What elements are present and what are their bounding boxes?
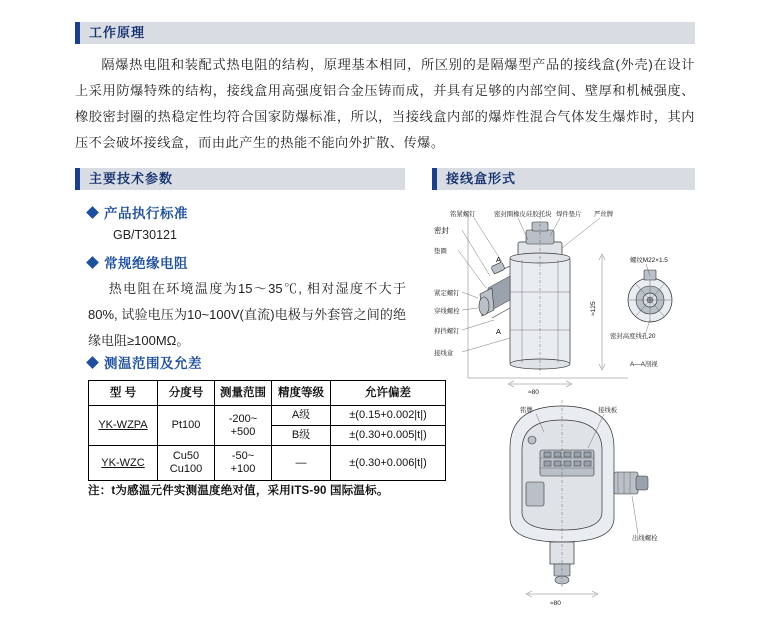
section-title-params: 主要技术参数 xyxy=(89,171,174,186)
cell-dev-2: ±(0.30+0.006|t|) xyxy=(331,446,446,481)
section-header-junction xyxy=(432,168,695,190)
table-note: 注：t为感温元件实测温度绝对值，采用ITS-90 国际温标。 xyxy=(88,485,389,497)
section-aa-view xyxy=(628,270,672,322)
label-top-0: 铭紧螺钉 xyxy=(450,211,476,218)
dimension-width-top xyxy=(508,381,572,396)
param-item-range xyxy=(88,352,202,372)
dimension-height xyxy=(590,254,605,370)
cell-grade-2-top: Cu50 xyxy=(172,450,200,462)
label-left-3: 穿线螺栓 xyxy=(434,308,460,315)
table-row xyxy=(89,406,446,426)
label-top-3: 严丝牌 xyxy=(594,211,614,218)
cell-grade-1: Pt100 xyxy=(158,406,215,446)
label-left-0: 密封 xyxy=(434,226,449,235)
cell-model-2: YK-WZC xyxy=(89,446,158,481)
section-accent-bar xyxy=(75,168,80,190)
cell-acc-1b: B级 xyxy=(272,426,331,446)
cell-range-1 xyxy=(215,406,272,446)
diamond-bullet-icon xyxy=(86,356,99,369)
label-right-1: 密封高度线孔20 xyxy=(610,333,656,340)
label-right-0: 螺纹M22×1.5 xyxy=(630,257,668,264)
section-title-principle: 工作原理 xyxy=(89,25,146,40)
table-header-row xyxy=(89,381,446,406)
table-col-model: 型 号 xyxy=(89,381,158,406)
label-top-1: 密封圈橡皮硅胶托块 xyxy=(494,211,552,218)
spec-table xyxy=(88,380,446,481)
label-right-2: A—A剖视 xyxy=(630,361,658,368)
cell-model-1: YK-WZPA xyxy=(89,406,158,446)
dim-width-bottom-text: ≈80 xyxy=(550,600,561,607)
label-bottom-0: 铭牌 xyxy=(520,407,533,414)
param-value-standard: GB/T30121 xyxy=(113,228,177,242)
diamond-bullet-icon xyxy=(86,256,99,269)
device-body-outline xyxy=(510,216,570,376)
cell-dev-1b: ±(0.30+0.005|t|) xyxy=(331,426,446,446)
table-col-accuracy: 精度等级 xyxy=(272,381,331,406)
label-left-4: 抑挡螺钉 xyxy=(434,328,460,335)
diamond-bullet-icon xyxy=(86,206,99,219)
cell-grade-2 xyxy=(158,446,215,481)
label-top-2: 焊件垫片 xyxy=(556,211,582,218)
section-title-junction: 接线盒形式 xyxy=(446,171,517,186)
section-accent-bar xyxy=(75,22,80,44)
section-header-principle xyxy=(75,22,695,44)
table-col-range: 测量范围 xyxy=(215,381,272,406)
cell-range-1-top: -200~ xyxy=(228,412,258,425)
param-label-range: 测温范围及允差 xyxy=(104,356,202,371)
cell-dev-1a: ±(0.15+0.002|t|) xyxy=(331,406,446,426)
label-section-a-top: A xyxy=(496,255,501,264)
junction-box-drawing xyxy=(432,196,695,616)
junction-box-svg xyxy=(432,196,695,616)
table-col-deviation: 允许偏差 xyxy=(331,381,446,406)
param-value-insulation: 热电阻在环境温度为15～35℃, 相对湿度不大于80%, 试验电压为10~100V(直流)电极与外套管之间的绝缘电阻≥100MΩ。 xyxy=(88,281,406,348)
table-col-grade: 分度号 xyxy=(158,381,215,406)
param-label-insulation: 常规绝缘电阻 xyxy=(104,256,188,271)
cell-acc-2: — xyxy=(272,446,331,481)
cell-range-2-bot: +100 xyxy=(230,463,256,475)
label-bottom-2: 出线螺栓 xyxy=(632,535,658,542)
param-label-standard: 产品执行标准 xyxy=(104,206,188,221)
cell-range-1-bot: +500 xyxy=(230,425,256,438)
section-accent-bar xyxy=(432,168,437,190)
cell-range-2 xyxy=(215,446,272,481)
table-row xyxy=(89,446,446,481)
label-left-2: 紧定螺钉 xyxy=(434,290,460,297)
junction-box-bottom-view xyxy=(510,400,648,588)
section-header-params xyxy=(75,168,405,190)
seal-assembly xyxy=(479,262,510,318)
dim-height-text: ≈125 xyxy=(590,301,597,316)
dimension-width-bottom xyxy=(526,591,598,607)
cell-acc-1a: A级 xyxy=(272,406,331,426)
label-left-1: 垫圈 xyxy=(434,248,447,255)
label-left-5: 接线盒 xyxy=(434,350,454,357)
param-item-insulation xyxy=(88,252,188,272)
principle-body-text: 隔爆热电阻和装配式热电阻的结构，原理基本相同，所区别的是隔爆型产品的接线盒(外壳)在设计上采用防爆特殊的结构，接线盒用高强度铝合金压铸而成，并具有足够的内部空间、壁厚和机械强度、橡胶密封圈的热稳定性均符合国家防爆标准，所以，当接线盒内部的爆炸性混合气体发生爆炸时，其内压不会破坏接线盒，而由此产生的热能不能向外扩散、传爆。 xyxy=(75,57,695,150)
param-item-standard xyxy=(88,202,188,222)
cell-grade-2-bot: Cu100 xyxy=(169,463,203,475)
cell-range-2-top: -50~ xyxy=(231,450,255,462)
label-section-a-bottom: A xyxy=(496,327,501,336)
dim-width-top-text: ≈80 xyxy=(528,389,539,396)
label-bottom-1: 接线板 xyxy=(598,407,618,414)
